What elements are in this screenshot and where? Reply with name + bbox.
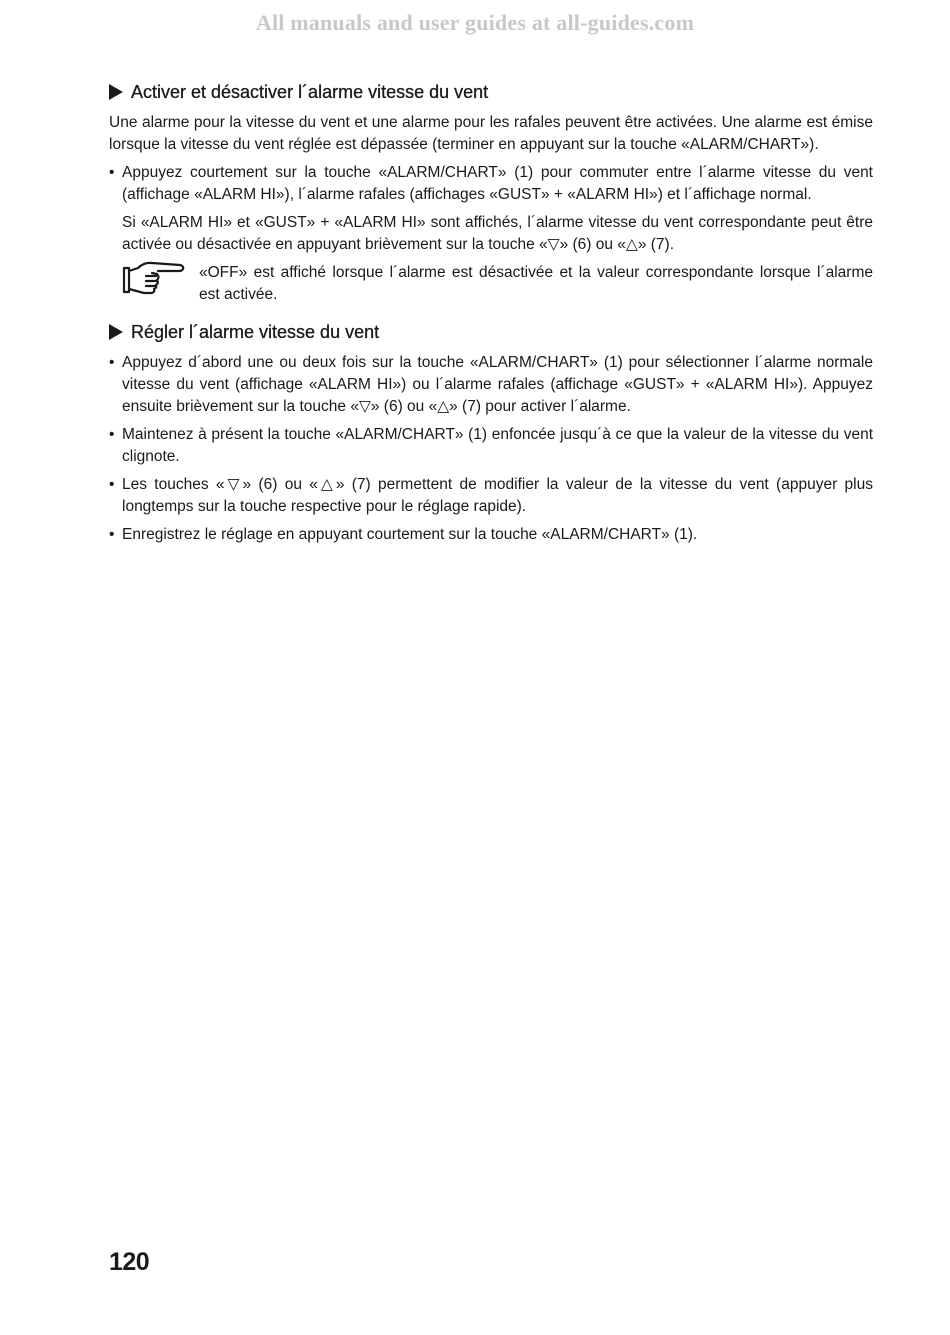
watermark: All manuals and user guides at all-guides.com <box>255 10 695 35</box>
list-item <box>109 352 873 418</box>
list-item-text: Enregistrez le réglage en appuyant courtement sur la touche «ALARM/CHART» (1). <box>122 526 698 543</box>
section-heading-text: Activer et désactiver l´alarme vitesse du vent <box>131 82 489 102</box>
list-item <box>109 162 873 206</box>
section-heading-text: Régler l´alarme vitesse du vent <box>131 322 380 342</box>
list-item-text: Les touches «▽» (6) ou «△» (7) permettent de modifier la valeur de la vitesse du vent (appuyer plus longtemps sur la touche respective pour le réglage rapide). <box>122 476 873 515</box>
note-block <box>109 262 873 306</box>
bullet-list <box>109 162 873 206</box>
section-activate-alarm <box>109 80 873 306</box>
list-item-text: Appuyez d´abord une ou deux fois sur la touche «ALARM/CHART» (1) pour sélectionner l´alarme normale vitesse du vent (affichage «ALARM HI») ou l´alarme rafales (affichage «GUST» + «ALARM HI»). Appuyez ensuite brièvement sur la touche «▽» (6) ou «△» (7) pour activer l´alarme. <box>122 354 873 415</box>
section-heading <box>109 80 873 104</box>
intro-paragraph: Une alarme pour la vitesse du vent et une alarme pour les rafales peuvent être activées. Une alarme est émise lorsque la vitesse du vent réglée est dépassée (terminer en appuyant sur la touche «ALARM/CHART»). <box>109 114 873 153</box>
bullet-dot: • <box>109 426 115 443</box>
list-item <box>109 474 873 518</box>
section-heading <box>109 320 873 344</box>
bullet-dot: • <box>109 526 115 543</box>
bullet-dot: • <box>109 354 115 371</box>
bullet-list <box>109 352 873 546</box>
triangle-right-icon <box>109 324 123 340</box>
continuation-paragraph: Si «ALARM HI» et «GUST» + «ALARM HI» sont affichés, l´alarme vitesse du vent correspondante peut être activée ou désactivée en appuyant brièvement sur la touche «▽» (6) ou «△» (7). <box>122 214 873 253</box>
list-item-text: Appuyez courtement sur la touche «ALARM/CHART» (1) pour commuter entre l´alarme vitesse du vent (affichage «ALARM HI»), l´alarme rafales (affichages «GUST» + «ALARM HI») et l´affichage normal. <box>122 164 873 203</box>
page-content <box>109 80 873 552</box>
bullet-dot: • <box>109 164 115 181</box>
pointing-hand-icon <box>109 260 199 298</box>
bullet-dot: • <box>109 476 115 493</box>
section-set-alarm <box>109 320 873 546</box>
page-number: 120 <box>109 1248 150 1276</box>
note-text: «OFF» est affiché lorsque l´alarme est désactivée et la valeur correspondante lorsque l´alarme est activée. <box>199 264 873 303</box>
list-item <box>109 524 873 546</box>
triangle-right-icon <box>109 84 123 100</box>
list-item-text: Maintenez à présent la touche «ALARM/CHART» (1) enfoncée jusqu´à ce que la valeur de la vitesse du vent clignote. <box>122 426 873 465</box>
list-item <box>109 424 873 468</box>
